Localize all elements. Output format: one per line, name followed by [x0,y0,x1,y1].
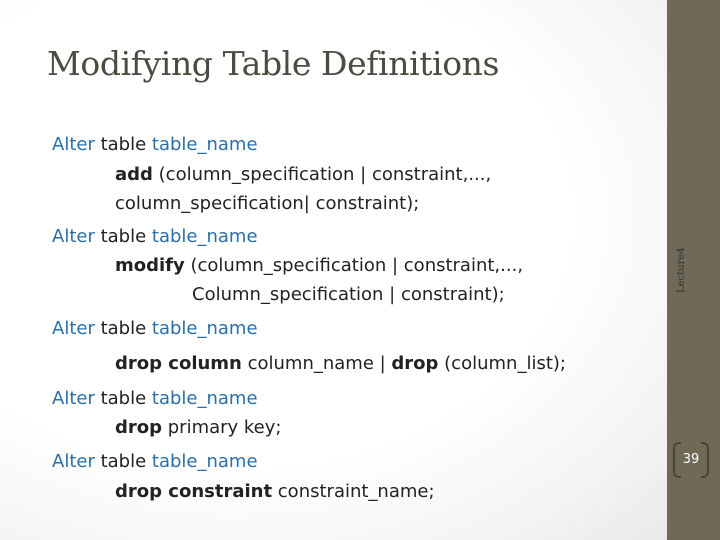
syntax-line [52,226,258,248]
syntax-line [115,255,523,277]
syntax-keyword: modify [115,255,185,276]
syntax-identifier: table_name [151,451,258,472]
syntax-identifier: Alter [52,134,95,155]
syntax-text: (column_specification | constraint,..., [184,255,524,276]
syntax-text: Column_specification | constraint); [192,284,505,305]
page-number: 39 [682,452,700,467]
syntax-line [52,451,258,473]
syntax-identifier: table_name [151,134,258,155]
syntax-line [192,284,505,306]
syntax-line [115,481,435,503]
syntax-line [52,388,258,410]
syntax-line [52,318,258,340]
syntax-identifier: table_name [151,388,258,409]
syntax-text: constraint_name; [272,481,435,502]
syntax-text: column_name | [241,353,392,374]
syntax-line [115,353,566,375]
syntax-identifier: Alter [52,388,95,409]
syntax-line [115,193,419,215]
lecture-side-label: Lecture4 [676,247,687,293]
syntax-text: table [94,134,152,155]
syntax-keyword: add [115,164,153,185]
syntax-text: column_specification| constraint); [115,193,420,214]
syntax-text: table [94,318,152,339]
page-number-badge [673,442,709,476]
syntax-keyword: drop constraint [115,481,273,502]
syntax-text: (column_list); [438,353,566,374]
syntax-keyword: drop column [115,353,242,374]
syntax-line [52,134,258,156]
syntax-text: (column_specification | constraint,..., [152,164,492,185]
syntax-identifier: table_name [151,226,258,247]
syntax-line [115,417,281,439]
slide-title: Modifying Table Definitions [47,44,500,83]
syntax-line [115,164,491,186]
syntax-text: table [94,226,152,247]
syntax-keyword: drop [115,417,163,438]
syntax-identifier: table_name [151,318,258,339]
syntax-text: table [94,451,152,472]
syntax-text: primary key; [162,417,282,438]
syntax-identifier: Alter [52,226,95,247]
syntax-identifier: Alter [52,318,95,339]
syntax-keyword: drop [391,353,439,374]
syntax-identifier: Alter [52,451,95,472]
syntax-text: table [94,388,152,409]
